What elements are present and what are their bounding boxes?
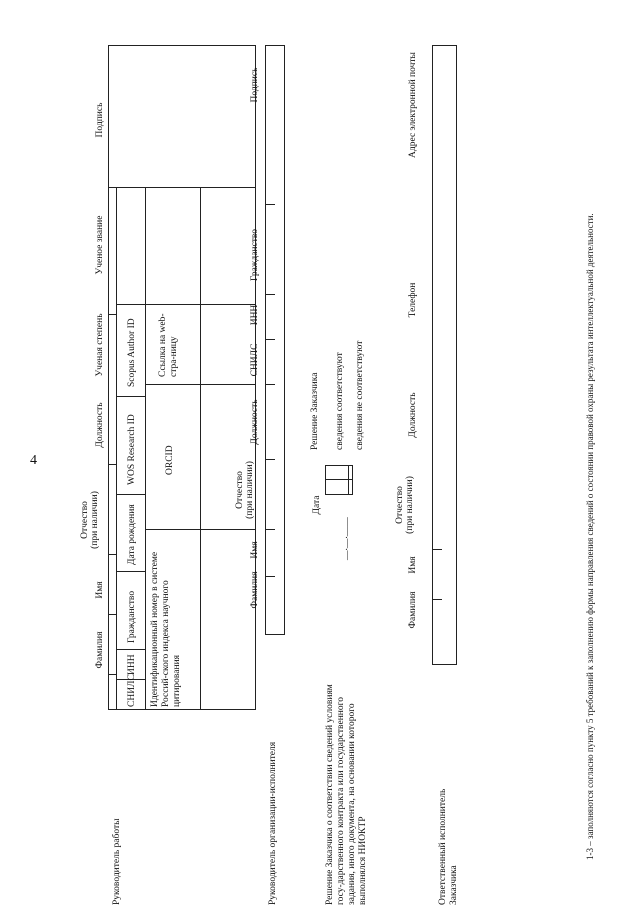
s1-orcid: ORCID bbox=[165, 445, 175, 475]
s3-date-value: __.__.____ bbox=[340, 517, 350, 560]
section1-label: Руководитель работы bbox=[112, 818, 122, 905]
s3-decision-header: Решение Заказчика bbox=[310, 372, 320, 450]
s1-header-signature: Подпись bbox=[95, 102, 105, 138]
section4-label: Ответственный исполнитель Заказчика bbox=[438, 788, 459, 905]
s1-citizenship: Гражданство bbox=[127, 590, 137, 643]
s2-header-name: Имя bbox=[250, 541, 260, 559]
s2-header-citizenship: Гражданство bbox=[250, 228, 260, 282]
s1-header-title: Ученое звание bbox=[95, 215, 105, 275]
footnote: 1-3 – заполняются согласно пункту 5 требований к заполнению формы направления сведений о состоянии правовой охраны результата интеллектуальной деятельности. bbox=[585, 213, 595, 860]
s2-table bbox=[265, 45, 285, 635]
s1-web-link: Ссылка на web-стра-ницу bbox=[158, 313, 179, 377]
section3-label: Решение Заказчика о соответствии сведений условиям госу-дарственного контракта или государственного задания, иного документа, на основании которого выполнялся НИОКТР bbox=[325, 684, 368, 905]
s1-header-degree: Ученая степень bbox=[95, 313, 105, 377]
s1-header-patronymic: Отчество (при наличии) bbox=[80, 491, 101, 549]
section2-label: Руководитель организации-исполнителя bbox=[268, 741, 278, 905]
s1-wos: WOS Research ID bbox=[127, 414, 137, 485]
s1-scopus: Scopus Author ID bbox=[127, 318, 137, 387]
s4-header-surname: Фамилия bbox=[408, 591, 418, 629]
s2-header-position: Должность bbox=[250, 399, 260, 445]
s4-header-name: Имя bbox=[408, 556, 418, 574]
s1-inn: ИНН bbox=[127, 654, 137, 675]
s4-header-position: Должность bbox=[408, 392, 418, 438]
s4-header-patronymic: Отчество (при наличии) bbox=[395, 476, 416, 534]
s4-header-email: Адрес электронной почты bbox=[408, 52, 418, 158]
s1-birth-date: Дата рождения bbox=[127, 504, 137, 565]
s1-rsci-id: Идентификационный номер в системе Россий-ского индекса научного цитирования bbox=[150, 551, 182, 707]
s2-header-snils: СНИЛС bbox=[250, 343, 260, 377]
s3-date-header: Дата bbox=[312, 495, 322, 515]
s2-header-patronymic: Отчество (при наличии) bbox=[235, 461, 256, 519]
s3-option-2: сведения не соответствуют bbox=[355, 340, 365, 450]
s2-header-surname: Фамилия bbox=[250, 571, 260, 609]
s2-header-inn: ИНН bbox=[250, 304, 260, 326]
s4-header-phone: Телефон bbox=[408, 282, 418, 318]
s1-header-position: Должность bbox=[95, 402, 105, 448]
page-number: 4 bbox=[30, 453, 37, 468]
s2-header-signature: Подпись bbox=[250, 67, 260, 103]
s1-header-name: Имя bbox=[95, 581, 105, 599]
s1-snils: СНИЛС bbox=[127, 674, 137, 707]
s1-header-surname: Фамилия bbox=[95, 631, 105, 669]
s3-option-1: сведения соответствуют bbox=[335, 352, 345, 450]
s4-table bbox=[432, 45, 457, 665]
